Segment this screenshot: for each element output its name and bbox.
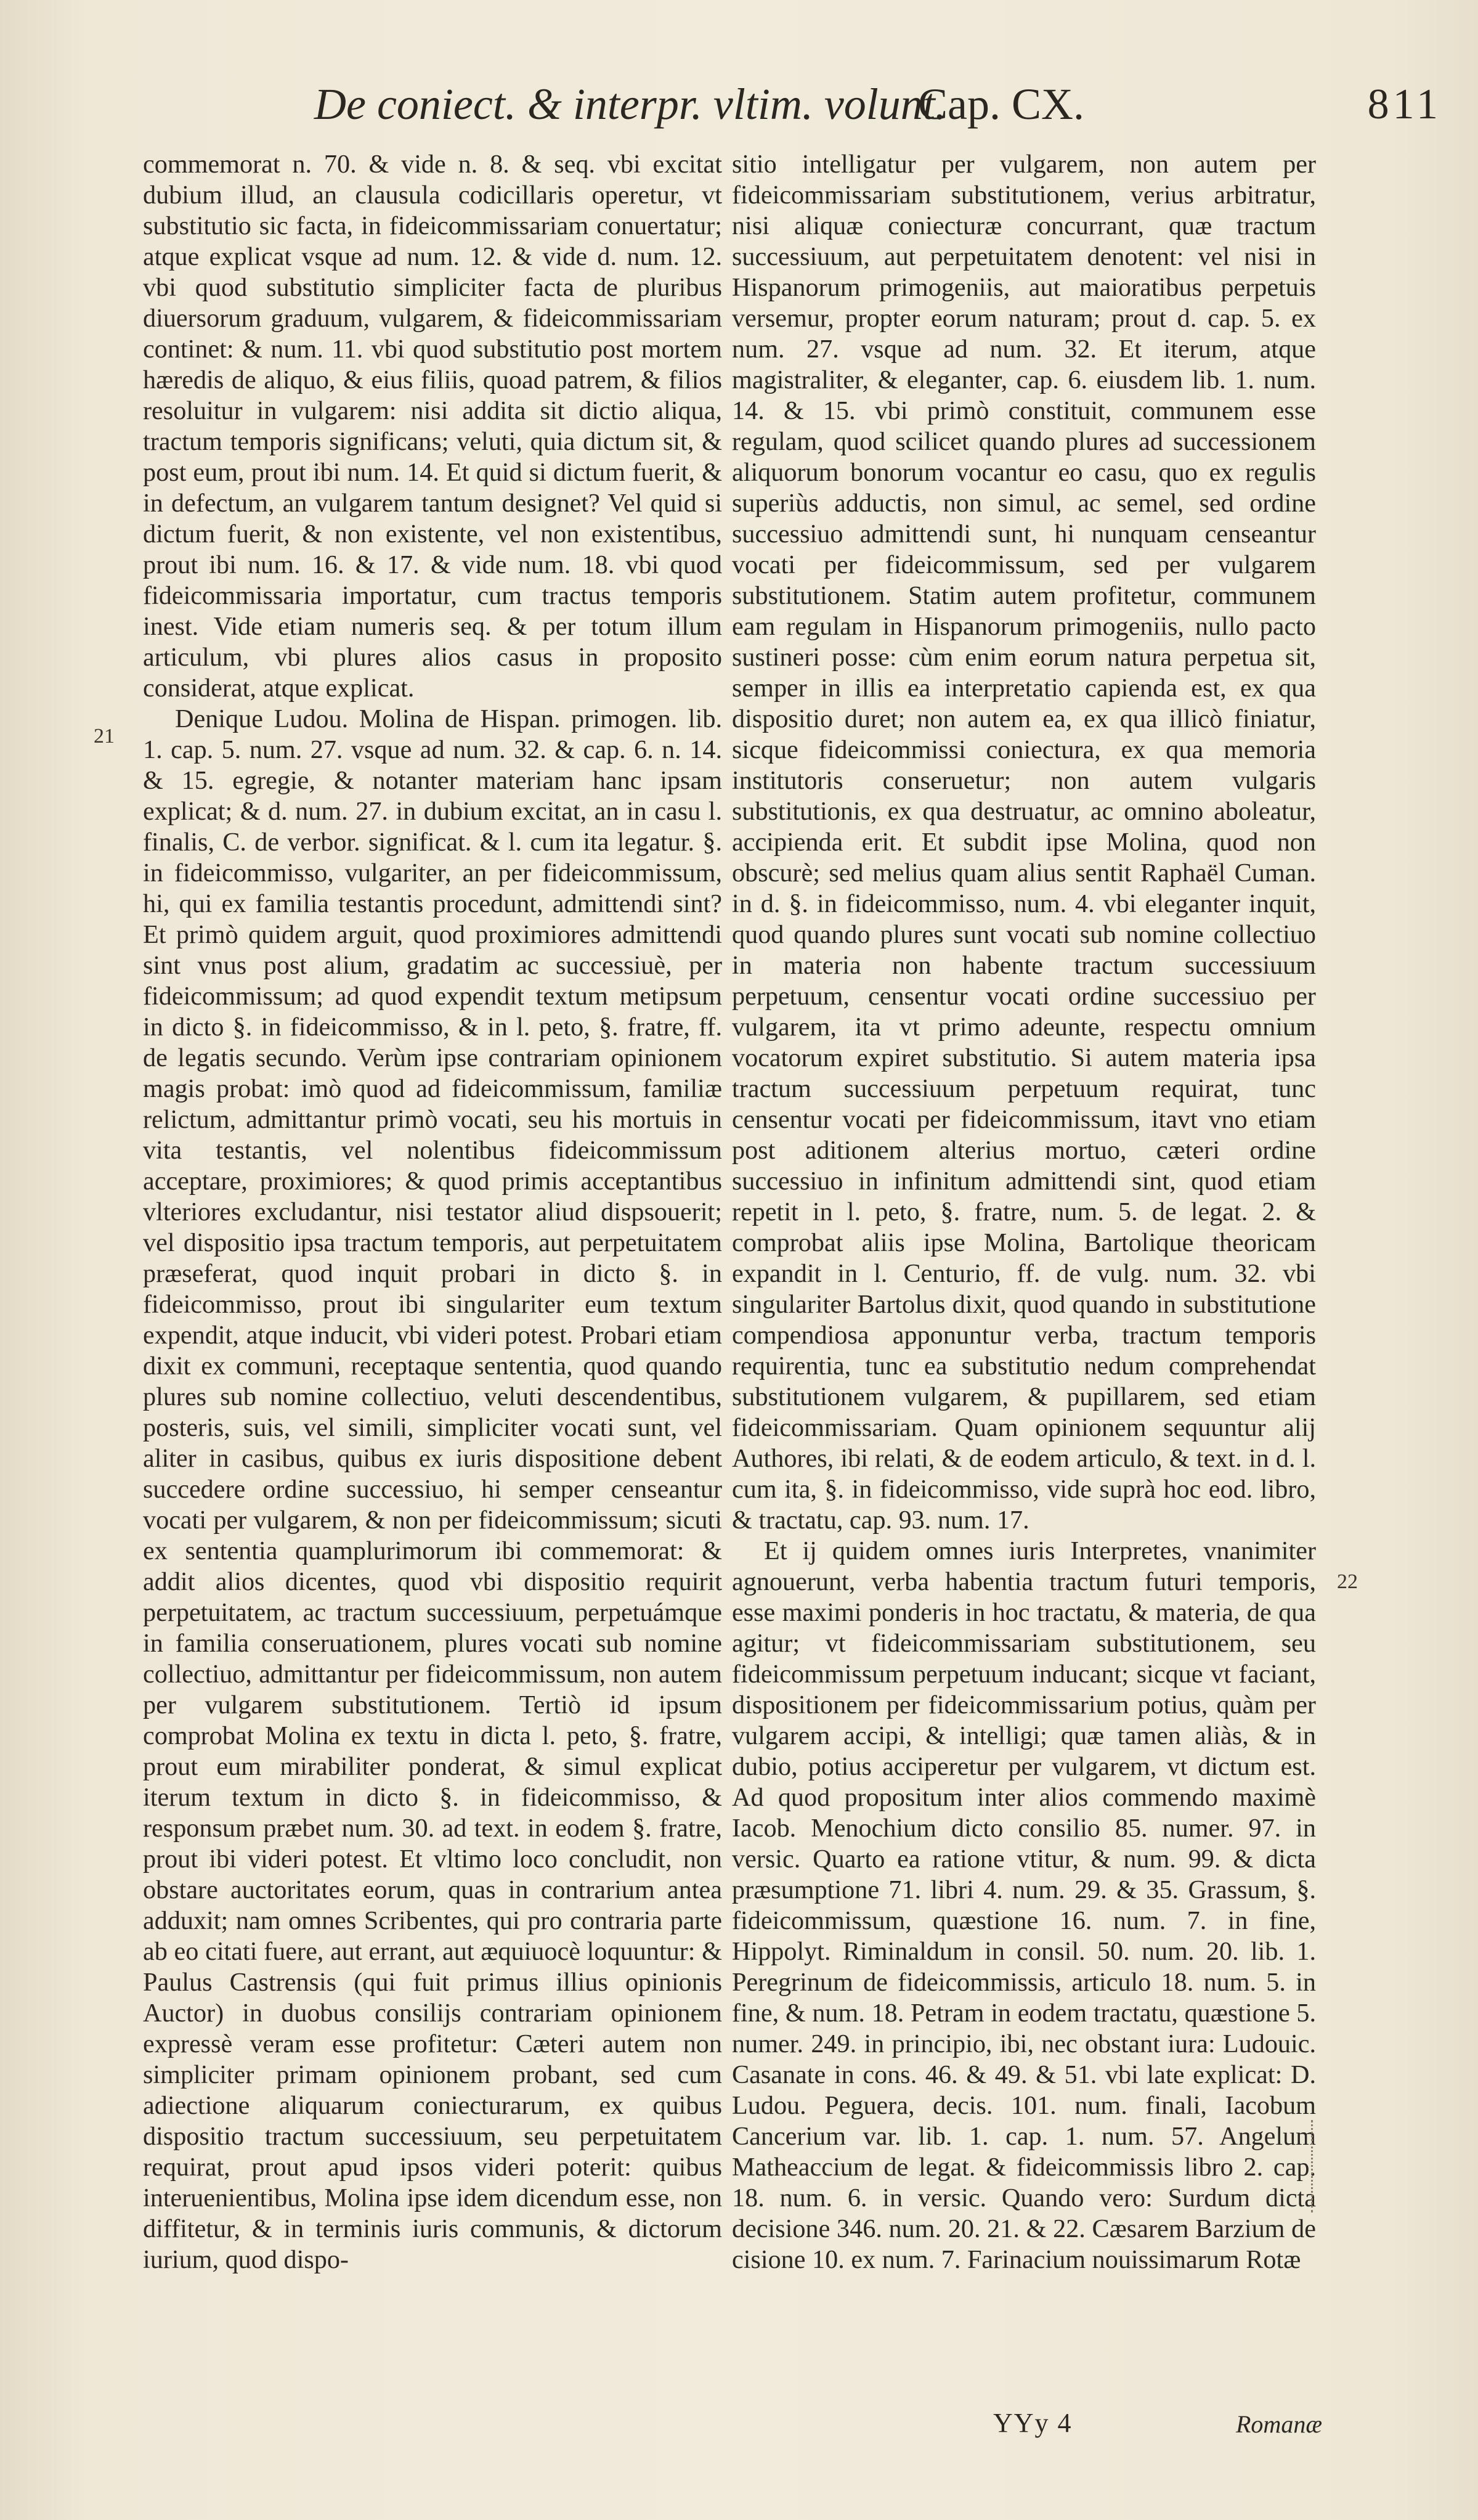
- chapter-heading: Cap. CX.: [918, 80, 1084, 129]
- catchword: Romanæ: [1236, 2410, 1322, 2438]
- left-column: [143, 149, 722, 2275]
- paragraph-21: Denique Ludou. Molina de Hispan. primogen. lib. 1. cap. 5. num. 27. vsque ad num. 32. & cap. 6. n. 14. & 15. egregie, & notanter materiam hanc ipsam explicat; & d. num. 27. in dubium excitat, an in casu l. finalis, C. de verbor. significat. & l. cum ita legatur. §. in fideicommisso, vulgariter, an per fideicommissum, hi, qui ex familia testantis procedunt, admittendi sint? Et primò quidem arguit, quod proximiores admittendi sint vnus post alium, gradatim ac successiuè, per fideicommissum; ad quod expendit textum metipsum in dicto §. in fideicommisso, & in l. peto, §. fratre, ff. de legatis secundo. Verùm ipse contrariam opinionem magis probat: imò quod ad fideicommissum, familiæ relictum, admittantur primò vocati, seu his mortuis in vita testantis, vel nolentibus fideicommissum acceptare, proximiores; & quod primis acceptantibus vlteriores excludantur, nisi testator aliud dispsouerit; vel dispositio ipsa tractum temporis, aut perpetuitatem præseferat, quod inquit probari in dicto §. in fideicommisso, prout ibi singulariter eum textum expendit, atque inducit, vbi videri potest. Probari etiam dixit ex communi, receptaque sententia, quod quando plures sub nomine collectiuo, veluti descendentibus, posteris, suis, vel simili, simpliciter vocati sunt, vel aliter in casibus, quibus ex iuris dispositione debent succedere ordine successiuo, hi semper censeantur vocati per vulgarem, & non per fideicommissum; sicuti ex sententia quamplurimorum ibi commemorat: & addit alios dicentes, quod vbi dispositio requirit perpetuitatem, ac tractum successiuum, perpetuámque in familia conseruationem, plures vocati sub nomine collectiuo, admittantur per fideicommissum, non autem per vulgarem substitutionem. Tertiò id ipsum comprobat Molina ex textu in dicta l. peto, §. fratre, prout eum mirabiliter ponderat, & simul explicat iterum textum in dicto §. in fideicommisso, & responsum præbet num. 30. ad text. in eodem §. fratre, prout ibi videri potest. Et vltimo loco concludit, non obstare auctoritates eorum, quas in contrarium antea adduxit; nam omnes Scribentes, qui pro contraria parte ab eo citati fuere, aut errant, aut æquiuocè loquuntur: & Paulus Castrensis (qui fuit primus illius opinionis Auctor) in duobus consilijs contrariam opinionem expressè veram esse profitetur: Cæteri autem non simpliciter primam opinionem probant, sed cum adiectione aliquarum coniecturarum, ex quibus dispositio tractum successiuum, seu perpetuitatem requirat, prout apud ipsos videri poterit: quibus interuenientibus, Molina ipse idem dicendum esse, non diffitetur, & in terminis iuris communis, & dictorum iurium, quod dispo-: [143, 704, 722, 2274]
- paragraph-continued: commemorat n. 70. & vide n. 8. & seq. vbi excitat dubium illud, an clausula codicillaris operetur, vt substitutio sic facta, in fideicommissariam conuertatur; atque explicat vsque ad num. 12. & vide d. num. 12. vbi quod substitutio simpliciter facta de pluribus diuersorum graduum, vulgarem, & fideicommissariam continet: & num. 11. vbi quod substitutio post mortem hæredis de aliquo, & eius filiis, quoad patrem, & filios resoluitur in vulgarem: nisi addita sit dictio aliqua, tractum temporis significans; veluti, quia dictum sit, & post eum, prout ibi num. 14. Et quid si dictum fuerit, & in defectum, an vulgarem tantum designet? Vel quid si dictum fuerit, & non existente, vel non existentibus, prout ibi num. 16. & 17. & vide num. 18. vbi quod fideicommissaria importatur, cum tractus temporis inest. Vide etiam numeris seq. & per totum illum articulum, vbi plures alios casus in proposito considerat, atque explicat.: [143, 150, 722, 703]
- paragraph-continued: sitio intelligatur per vulgarem, non autem per fideicommissariam substitutionem, verius arbitratur, nisi aliquæ coniecturæ concurrant, quæ tractum successiuum, aut perpetuitatem denotent: vel nisi in Hispanorum primogeniis, aut maioratibus perpetuis versemur, propter eorum naturam; prout d. cap. 5. ex num. 27. vsque ad num. 32. Et iterum, atque magistraliter, & eleganter, cap. 6. eiusdem lib. 1. num. 14. & 15. vbi primò constituit, communem esse regulam, quod scilicet quando plures ad successionem aliquorum bonorum vocantur eo casu, quo ex regulis superiùs adductis, non simul, ac semel, sed ordine successiuo admittendi sunt, hi nunquam censeantur vocati per fideicommissum, sed per vulgarem substitutionem. Statim autem profitetur, communem eam regulam in Hispanorum primogeniis, nullo pacto sustineri posse: cùm enim eorum natura perpetua sit, semper in illis ea interpretatio capienda est, ex qua dispositio duret; non autem ea, ex qua illicò finiatur, sicque fideicommissi coniectura, ex qua memoria institutoris conseruetur; non autem vulgaris substitutionis, ex qua destruatur, ac omnino aboleatur, accipienda erit. Et subdit ipse Molina, quod non obscurè; sed melius quam alius sentit Raphaël Cuman. in d. §. in fideicommisso, num. 4. vbi eleganter inquit, quod quando plures sunt vocati sub nomine collectiuo in materia non habente tractum successiuum perpetuum, censentur vocati ordine successiuo per vulgarem, ita vt primo adeunte, respectu omnium vocatorum expiret substitutio. Si autem materia ipsa tractum successiuum perpetuum requirat, tunc censentur vocati per fideicommissum, itavt vno etiam post aditionem alterius mortuo, cæteri ordine successiuo in infinitum admittendi sint, quod etiam repetit in l. peto, §. fratre, num. 5. de legat. 2. & comprobat aliis ipse Molina, Bartolique theoricam expandit in l. Centurio, ff. de vulg. num. 32. vbi singulariter Bartolus dixit, quod quando in substitutione compendiosa apponuntur verba, tractum temporis requirentia, tunc ea substitutio nedum comprehendat substitutionem vulgarem, & pupillarem, sed etiam fideicommissariam. Quam opinionem sequuntur alij Authores, ibi relati, & de eodem articulo, & text. in d. l. cum ita, §. in fideicommisso, vide suprà hoc eod. libro, & tractatu, cap. 93. num. 17.: [732, 150, 1316, 1535]
- page-header: [314, 79, 1442, 134]
- marginal-number-left: 21: [94, 725, 115, 748]
- right-column: [732, 149, 1316, 2275]
- binding-mark: [1311, 2120, 1317, 2212]
- running-title: De coniect. & interpr. vltim. volunt.: [314, 80, 946, 129]
- marginal-number-right: 22: [1337, 1570, 1358, 1593]
- folio-number: 811: [1367, 81, 1442, 128]
- signature-mark: YYy 4: [993, 2408, 1073, 2438]
- paragraph-22: Et ij quidem omnes iuris Interpretes, vnanimiter agnouerunt, verba habentia tractum futuri temporis, esse maximi ponderis in hoc tractatu, & materia, de qua agitur; vt fideicommissariam substitutionem, seu fideicommissum perpetuum inducant; sicque vt faciant, dispositionem per fideicommissarium potius, quàm per vulgarem accipi, & intelligi; quæ tamen aliàs, & in dubio, potius acciperetur per vulgarem, vt dictum est. Ad quod propositum inter alios commendo maximè Iacob. Menochium dicto consilio 85. numer. 97. in versic. Quarto ea ratione vtitur, & num. 99. & dicta præsumptione 71. libri 4. num. 29. & 35. Grassum, §. fideicommissum, quæstione 16. num. 7. in fine, Hippolyt. Riminaldum in consil. 50. num. 20. lib. 1. Peregrinum de fideicommissis, articulo 18. num. 5. in fine, & num. 18. Petram in eodem tractatu, quæstione 5. numer. 249. in principio, ibi, nec obstant iura: Ludouic. Casanate in cons. 46. & 49. & 51. vbi late explicat: D. Ludou. Peguera, decis. 101. num. finali, Iacobum Cancerium var. lib. 1. cap. 1. num. 57. Angelum Matheaccium de legat. & fideicommissis libro 2. cap. 18. num. 6. in versic. Quando vero: Surdum dicta decisione 346. num. 20. 21. & 22. Cæsarem Barzium de cisione 10. ex num. 7. Farinacium nouissimarum Rotæ: [732, 1536, 1316, 2274]
